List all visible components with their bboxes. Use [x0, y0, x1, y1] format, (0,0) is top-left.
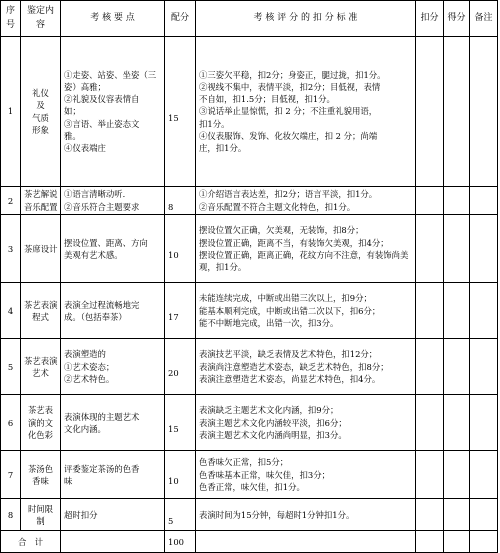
row-seq: 7: [1, 451, 21, 499]
row-req-line: ②音乐符合主题要求: [64, 201, 140, 212]
row-note-cell[interactable]: [470, 499, 498, 531]
row-crit-line: ③说话举止显惊慌，扣 2 分；不注重礼貌用语，: [199, 106, 378, 117]
row-req-line: ①艺术姿态；: [64, 361, 115, 372]
header-ded: 扣分: [416, 1, 444, 37]
row-seq: 6: [1, 395, 21, 451]
row-req-line: ①语言清晰动听．: [64, 189, 131, 200]
row-req-line: 超时扣分: [64, 509, 98, 520]
row-note-cell[interactable]: [470, 395, 498, 451]
table-row: [1, 395, 498, 451]
row-req-line: ②礼貌及仪容表情自: [64, 94, 140, 105]
row-crit-line: ①三姿欠平稳，扣2分；身姿正，腿过拢，扣1分。: [199, 69, 386, 80]
row-req-line: 摆设位置、距离、方向: [64, 237, 148, 248]
row-crit-line: ④仪表服饰、发饰、化妆欠端庄，扣 2 分；尚端: [199, 130, 378, 141]
row-item-line: 程式: [32, 311, 49, 322]
row-req-line: 姿）高雅；: [64, 82, 106, 93]
row-ded-cell[interactable]: [416, 339, 444, 395]
row-seq: 4: [1, 283, 21, 339]
header-crit: 考 核 评 分 的 扣 分 标 准: [196, 1, 416, 37]
row-ded-cell[interactable]: [416, 395, 444, 451]
row-score-cell[interactable]: [444, 339, 470, 395]
total-note-cell[interactable]: [470, 531, 498, 553]
row-item-line: 茶席设计: [24, 243, 58, 254]
row-crit: [196, 37, 416, 187]
row-req: [61, 215, 165, 283]
row-seq: 1: [1, 37, 21, 187]
row-crit-line: 摆设位置欠正确，欠美观，无装饰，扣8分；: [199, 225, 364, 236]
row-req-line: ④仪表端庄: [64, 142, 106, 153]
row-req-line: 表演体现的主题艺术: [64, 411, 140, 422]
row-item-line: 制: [36, 515, 45, 526]
row-item-line: 茶艺表演: [24, 355, 58, 366]
total-ded-cell[interactable]: [416, 531, 444, 553]
total-req-empty: [61, 531, 165, 553]
row-req-line: ②艺术特色。: [64, 373, 115, 384]
row-note-cell[interactable]: [470, 215, 498, 283]
row-crit: [196, 215, 416, 283]
row-crit-line: 庄，扣1分。: [199, 142, 247, 153]
row-req-line: 表演全过程流畅地完: [64, 299, 140, 310]
row-crit: [196, 283, 416, 339]
header-row: [1, 1, 498, 37]
row-crit-line: 能基本顺利完成，中断或出错二次以下，扣6分；: [199, 305, 381, 316]
total-pts: 100: [165, 531, 196, 553]
row-item: [21, 37, 61, 187]
row-pts: 15: [165, 395, 196, 451]
row-item: [21, 451, 61, 499]
row-score-cell[interactable]: [444, 187, 470, 215]
row-crit-line: ①介绍语言表达差，扣2分；语言平淡，扣1分。: [199, 189, 378, 200]
row-item: [21, 215, 61, 283]
row-crit: [196, 395, 416, 451]
row-pts: 10: [165, 451, 196, 499]
row-item: [21, 395, 61, 451]
row-req: [61, 187, 165, 215]
row-crit-line: 色香正常，味欠佳，扣1分。: [199, 481, 305, 492]
row-score-cell[interactable]: [444, 395, 470, 451]
row-item: [21, 187, 61, 215]
row-ded-cell[interactable]: [416, 187, 444, 215]
row-item-line: 茶艺表: [27, 405, 54, 416]
row-pts: 5: [165, 499, 196, 531]
row-item-line: 音乐配置: [24, 201, 58, 212]
table-row: [1, 451, 498, 499]
header-req: 考 核 要 点: [61, 1, 165, 37]
row-req-line: 表演塑造的: [64, 349, 106, 360]
row-item-line: 茶汤色: [27, 463, 54, 474]
row-req: [61, 283, 165, 339]
row-item-line: 艺术: [32, 367, 49, 378]
row-item-line: 及: [36, 100, 45, 111]
row-req-line: ③言语、举止姿态文: [64, 118, 140, 129]
header-score: 得分: [444, 1, 470, 37]
row-crit-line: 摆设位置正确，距离不当，有装饰欠美观，扣4分；: [199, 237, 389, 248]
row-crit-line: 扣1分。: [199, 118, 230, 129]
row-req: [61, 451, 165, 499]
total-score-cell[interactable]: [444, 531, 470, 553]
row-crit-line: 表演技艺平淡，缺乏表情及艺术特色，扣12分；: [199, 349, 378, 360]
row-pts: 10: [165, 215, 196, 283]
row-score-cell[interactable]: [444, 283, 470, 339]
row-crit-line: 表演时间为15分钟，每超时1分钟扣1分。: [199, 509, 355, 520]
row-note-cell[interactable]: [470, 451, 498, 499]
header-item: 鉴定内容: [21, 1, 61, 37]
row-req-line: 味: [64, 475, 73, 486]
row-item-line: 茶艺表演: [24, 299, 58, 310]
row-item: [21, 499, 61, 531]
table-row: [1, 37, 498, 187]
row-req: [61, 339, 165, 395]
row-req-line: 评委鉴定茶汤的色香: [64, 463, 140, 474]
row-item-line: 时间限: [27, 503, 54, 514]
row-item: [21, 339, 61, 395]
total-row: [1, 531, 498, 553]
row-seq: 2: [1, 187, 21, 215]
row-crit-line: 表演主题艺术文化内涵尚明显，扣3分。: [199, 429, 347, 440]
table-row: [1, 339, 498, 395]
row-crit-line: ②视线不集中，表情平淡，扣2分；目低视，表情: [199, 82, 381, 93]
row-crit-line: 摆设位置正确，距离正确，花纹方向不注意，有装饰尚美: [199, 249, 409, 260]
row-score-cell[interactable]: [444, 215, 470, 283]
row-ded-cell[interactable]: [416, 37, 444, 187]
row-ded-cell[interactable]: [416, 499, 444, 531]
row-req-line: 如；: [64, 106, 81, 117]
row-item-line: 礼仪: [32, 88, 49, 99]
row-note-cell[interactable]: [470, 283, 498, 339]
row-score-cell[interactable]: [444, 499, 470, 531]
row-crit-line: 不自如，扣1.5分；目低视，扣1分。: [199, 94, 335, 105]
row-pts: 15: [165, 37, 196, 187]
total-crit-empty: [196, 531, 416, 553]
row-crit: [196, 451, 416, 499]
row-item-line: 茶艺解说: [24, 189, 58, 200]
row-crit-line: 表演缺乏主题艺术文化内涵，扣9分；: [199, 405, 339, 416]
row-crit-line: 未能连续完成，中断或出错三次以上，扣9分；: [199, 293, 372, 304]
row-crit: [196, 499, 416, 531]
row-item: [21, 283, 61, 339]
row-crit-line: ②音乐配置不符合主题文化特色，扣1分。: [199, 201, 356, 212]
header-note: 备注: [470, 1, 498, 37]
row-ded-cell[interactable]: [416, 283, 444, 339]
row-pts: 8: [165, 187, 196, 215]
row-note-cell[interactable]: [470, 339, 498, 395]
row-req-line: 文化内涵。: [64, 423, 106, 434]
row-crit-line: 观，扣1分。: [199, 261, 247, 272]
row-note-cell[interactable]: [470, 37, 498, 187]
row-crit: [196, 339, 416, 395]
row-note-cell[interactable]: [470, 187, 498, 215]
row-seq: 8: [1, 499, 21, 531]
row-ded-cell[interactable]: [416, 215, 444, 283]
row-req: [61, 499, 165, 531]
row-score-cell[interactable]: [444, 37, 470, 187]
table-row: [1, 215, 498, 283]
row-req-line: ①走姿、站姿、坐姿（三: [64, 69, 157, 80]
header-pts: 配分: [165, 1, 196, 37]
row-item-line: 气质: [32, 112, 49, 123]
row-seq: 3: [1, 215, 21, 283]
header-seq: 序号: [1, 1, 21, 37]
row-crit-line: 表演注意塑造艺术姿态，尚显艺术特色，扣4分。: [199, 373, 381, 384]
row-item-line: 形象: [32, 124, 49, 135]
row-req-line: 美观有艺术感。: [64, 249, 123, 260]
row-pts: 20: [165, 339, 196, 395]
row-pts: 17: [165, 283, 196, 339]
row-item-line: 化色彩: [27, 429, 54, 440]
row-ded-cell[interactable]: [416, 451, 444, 499]
row-score-cell[interactable]: [444, 451, 470, 499]
row-item-line: 香味: [32, 475, 49, 486]
row-crit-line: 能不中断地完成，出错一次，扣3分。: [199, 317, 339, 328]
row-crit-line: 表演主题艺术文化内涵较平淡，扣6分；: [199, 417, 347, 428]
row-req: [61, 395, 165, 451]
table-row: [1, 499, 498, 531]
total-label: 合 计: [1, 531, 61, 553]
row-req-line: 成。（包括奉茶）: [64, 311, 127, 322]
row-crit: [196, 187, 416, 215]
table-row: [1, 187, 498, 215]
row-crit-line: 色香味欠正常，扣5分；: [199, 457, 289, 468]
row-item-line: 演的文: [27, 417, 54, 428]
row-crit-line: 色香味基本正常，味欠佳，扣3分；: [199, 469, 330, 480]
row-req: [61, 37, 165, 187]
row-seq: 5: [1, 339, 21, 395]
row-req-line: 雅。: [64, 130, 81, 141]
table-row: [1, 283, 498, 339]
row-crit-line: 表演尚注意塑造艺术姿态，缺乏艺术特色，扣8分；: [199, 361, 389, 372]
